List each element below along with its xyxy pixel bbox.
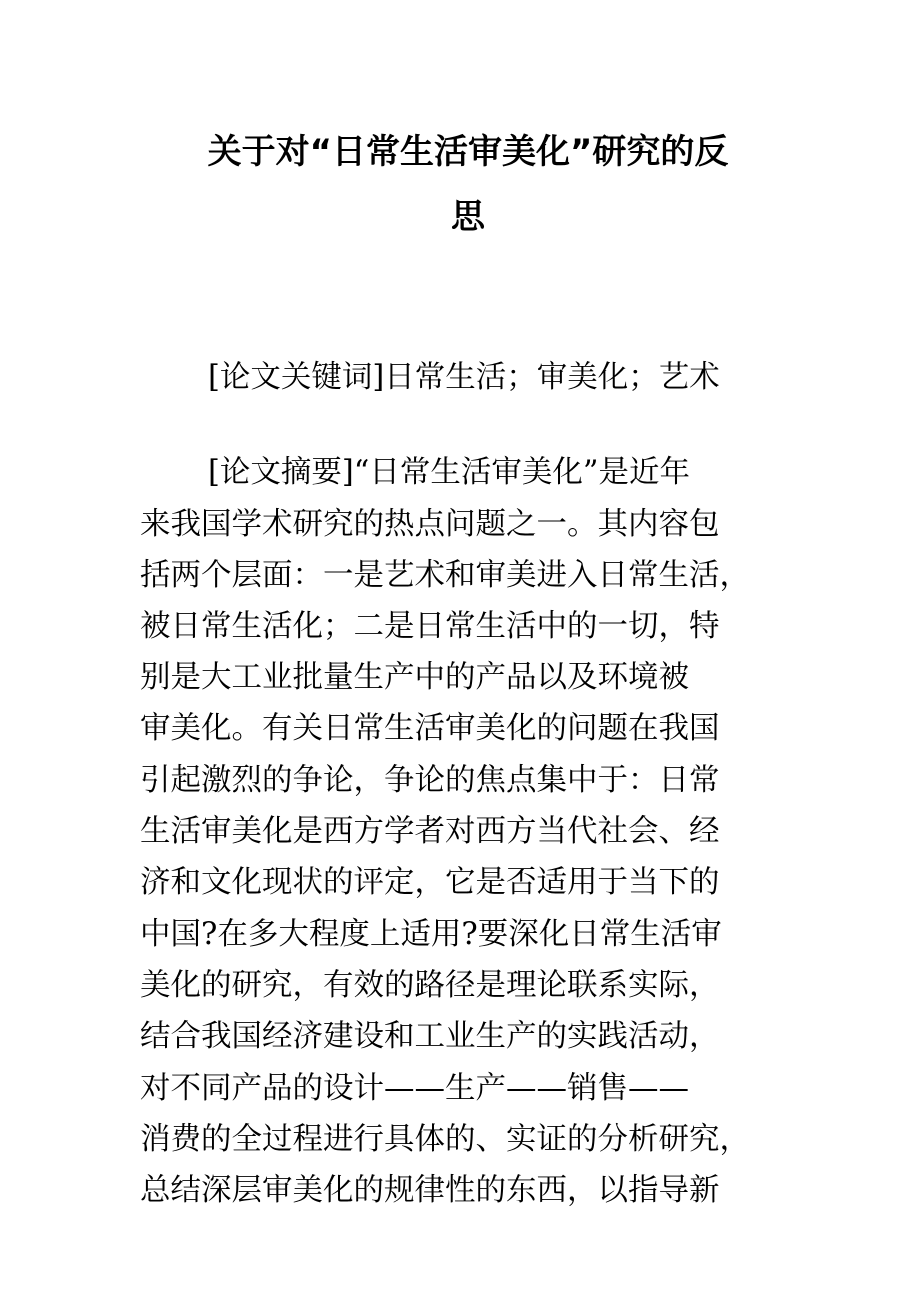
abstract-line: 括两个层面：一是艺术和审美进入日常生活，	[140, 558, 750, 593]
abstract-line: 中国?在多大程度上适用?要深化日常生活审	[140, 917, 722, 952]
abstract-line: 引起激烈的争论，争论的焦点集中于：日常	[140, 763, 720, 798]
abstract-line: 消费的全过程进行具体的、实证的分析研究，	[140, 1122, 750, 1157]
abstract-line: 生活审美化是西方学者对西方当代社会、经	[140, 814, 720, 849]
abstract-line: [论文摘要]“日常生活审美化”是近年	[208, 455, 690, 490]
abstract-line: 总结深层审美化的规律性的东西，以指导新	[140, 1173, 720, 1208]
abstract-line: 被日常生活化；二是日常生活中的一切，特	[140, 609, 720, 644]
abstract-line: 济和文化现状的评定，它是否适用于当下的	[140, 865, 720, 900]
abstract-line: 别是大工业批量生产中的产品以及环境被	[140, 660, 689, 695]
abstract-line: 来我国学术研究的热点问题之一。其内容包	[140, 507, 720, 542]
keywords-line: [论文关键词]日常生活；审美化；艺术	[208, 360, 720, 395]
abstract-line: 结合我国经济建设和工业生产的实践活动，	[140, 1019, 720, 1054]
document-title-line-2: 思	[451, 197, 485, 237]
document-title-line-1: 关于对“日常生活审美化”研究的反	[207, 132, 729, 172]
abstract-line: 审美化。有关日常生活审美化的问题在我国	[140, 711, 720, 746]
abstract-line: 对不同产品的设计——生产——销售——	[140, 1071, 689, 1106]
abstract-line: 美化的研究，有效的路径是理论联系实际，	[140, 968, 720, 1003]
